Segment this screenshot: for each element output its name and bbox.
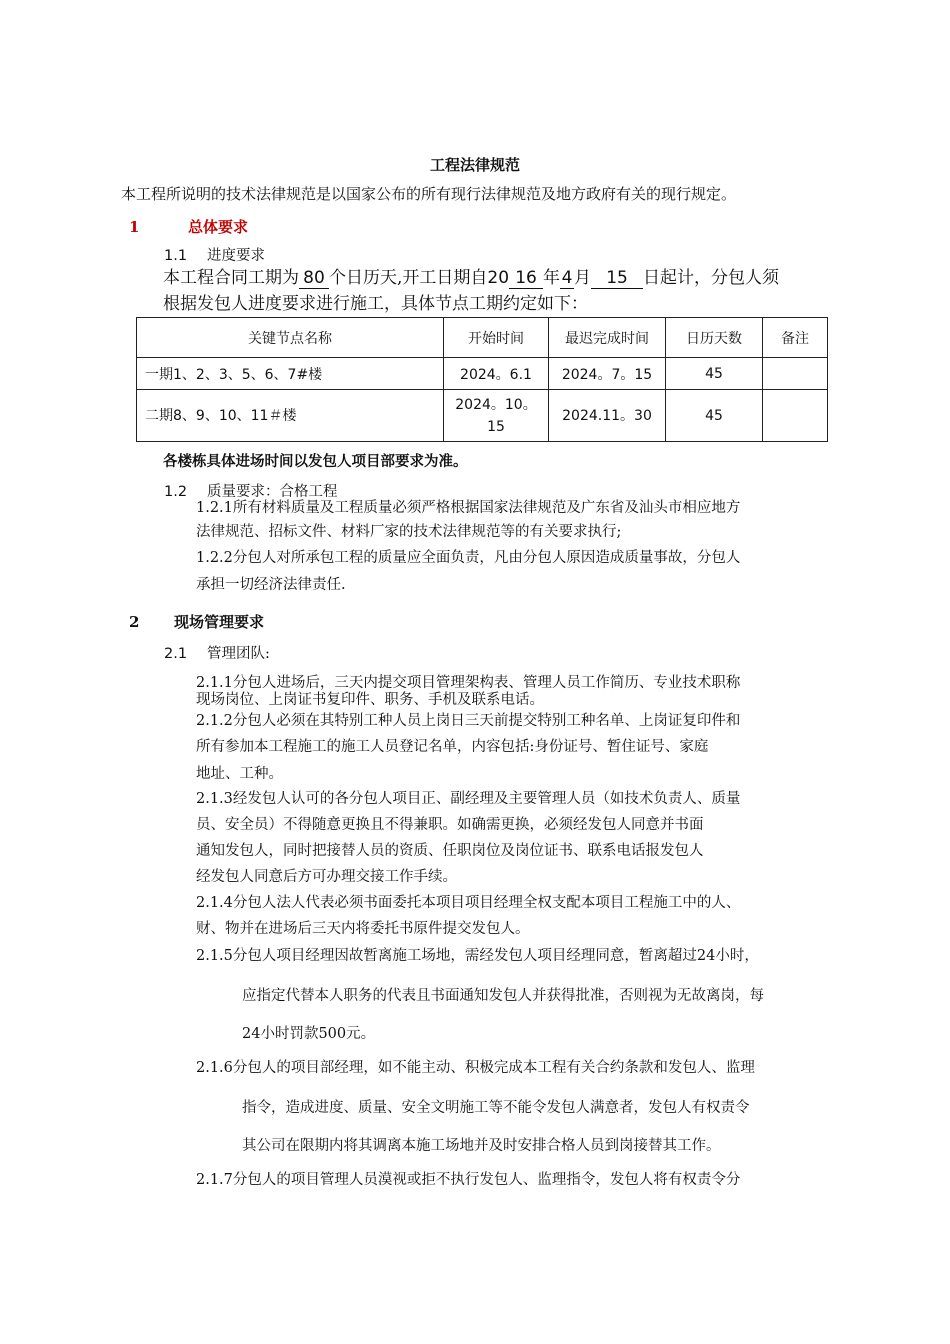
row-calendar-days: 45 <box>666 358 763 390</box>
section-2-1-number: 2.1 <box>164 646 188 662</box>
clause-2-1-6-line-3: 其公司在限期内将其调离本施工场地并及时安排合格人员到岗接替其工作。 <box>242 1138 721 1154</box>
schedule-text-5: 日起计，分包人须 <box>643 268 780 288</box>
milestone-table <box>136 317 828 442</box>
section-1-2-number: 1.2 <box>164 484 188 500</box>
row-latest-finish: 2024。7。15 <box>549 358 666 390</box>
row-remarks <box>763 390 828 442</box>
section-2-number: 2 <box>129 613 140 631</box>
schedule-text-4: 月 <box>574 268 592 288</box>
row-calendar-days: 45 <box>666 390 763 442</box>
clause-1-2-1-line-2: 法律规范、招标文件、材料厂家的技术法律规范等的有关要求执行; <box>196 524 622 540</box>
start-day: 15 <box>591 268 643 289</box>
doc-title: 工程法律规范 <box>429 156 520 174</box>
table-note: 各楼栋具体进场时间以发包人项目部要求为准。 <box>163 453 468 470</box>
row-remarks <box>763 358 828 390</box>
clause-2-1-7-line-1: 2.1.7分包人的项目管理人员漠视或拒不执行发包人、监理指令，发包人将有权责令分 <box>196 1172 741 1188</box>
row-start-time-line-1: 2024。10。 <box>455 396 537 413</box>
section-1-1-title: 进度要求 <box>207 248 265 264</box>
section-1-number: 1 <box>129 218 140 236</box>
table-row <box>137 358 828 390</box>
header-remarks: 备注 <box>763 318 828 358</box>
clause-2-1-5-line-3: 24小时罚款500元。 <box>242 1026 376 1042</box>
row-latest-finish: 2024.11。30 <box>549 390 666 442</box>
intro-text: 本工程所说明的技术法律规范是以国家公布的所有现行法律规范及地方政府有关的现行规定。 <box>121 185 737 203</box>
clause-2-1-5-line-1: 2.1.5分包人项目经理因故暂离施工场地，需经发包人项目经理同意，暂离超过24小时， <box>196 948 759 964</box>
row-node-name: 二期8、9、10、11＃楼 <box>137 390 444 442</box>
header-latest-finish: 最迟完成时间 <box>549 318 666 358</box>
clause-2-1-3-line-1: 2.1.3经发包人认可的各分包人项目正、副经理及主要管理人员（如技术负责人、质量 <box>196 791 741 807</box>
header-start-time: 开始时间 <box>444 318 549 358</box>
row-start-time <box>444 390 549 442</box>
schedule-text-2: 个日历天,开工日期自 <box>329 268 488 288</box>
section-1-1-number: 1.1 <box>164 248 188 264</box>
table-row <box>137 390 828 442</box>
schedule-line-1 <box>163 268 779 289</box>
row-start-time-line-2: 15 <box>487 418 505 435</box>
row-node-name: 一期1、2、3、5、6、7#楼 <box>137 358 444 390</box>
clause-2-1-3-line-2: 员、安全员）不得随意更换且不得兼职。如确需更换，必须经发包人同意并书面 <box>196 817 704 833</box>
contract-days: 80 <box>299 268 329 289</box>
clause-2-1-6-line-1: 2.1.6分包人的项目部经理，如不能主动、积极完成本工程有关合约条款和发包人、监理 <box>196 1060 755 1076</box>
clause-2-1-3-line-4: 经发包人同意后方可办理交接工作手续。 <box>196 869 457 885</box>
clause-1-2-1-line-1: 1.2.1所有材料质量及工程质量必须严格根据国家法律规范及广东省及汕头市相应地方 <box>196 500 741 516</box>
section-1-2-title: 质量要求：合格工程 <box>207 484 338 500</box>
schedule-text-1: 本工程合同工期为 <box>163 268 299 288</box>
schedule-line-2: 根据发包人进度要求进行施工，具体节点工期约定如下： <box>163 294 588 314</box>
clause-1-2-2-line-2: 承担一切经济法律责任. <box>196 577 346 593</box>
section-2-title: 现场管理要求 <box>174 613 265 631</box>
start-year-prefix: 20 <box>487 268 510 288</box>
clause-2-1-2-line-1: 2.1.2分包人必须在其特别工种人员上岗日三天前提交特别工种名单、上岗证复印件和 <box>196 713 741 729</box>
table-header-row <box>137 318 828 358</box>
clause-2-1-4-line-1: 2.1.4分包人法人代表必须书面委托本项目项目经理全权支配本项目工程施工中的人、 <box>196 895 741 911</box>
header-calendar-days: 日历天数 <box>666 318 763 358</box>
clause-2-1-3-line-3: 通知发包人，同时把接替人员的资质、任职岗位及岗位证书、联系电话报发包人 <box>196 843 704 859</box>
section-1-title: 总体要求 <box>188 218 249 236</box>
start-month: 4 <box>561 268 573 288</box>
clause-2-1-5-line-2: 应指定代替本人职务的代表且书面通知发包人并获得批准，否则视为无故离岗，每 <box>242 988 764 1004</box>
clause-2-1-6-line-2: 指令，造成进度、质量、安全文明施工等不能令发包人满意者，发包人有权责令 <box>242 1100 750 1116</box>
section-2-1-title: 管理团队: <box>207 646 270 662</box>
clause-2-1-2-line-3: 地址、工种。 <box>196 766 283 782</box>
clause-2-1-2-line-2: 所有参加本工程施工的施工人员登记名单，内容包括:身份证号、暂住证号、家庭 <box>196 739 709 755</box>
clause-2-1-4-line-2: 财、物并在进场后三天内将委托书原件提交发包人。 <box>196 921 530 937</box>
clause-2-1-1-line-2: 现场岗位、上岗证书复印件、职务、手机及联系电话。 <box>196 692 544 708</box>
row-start-time: 2024。6.1 <box>444 358 549 390</box>
header-node-name: 关键节点名称 <box>137 318 444 358</box>
start-year-suffix: 16 <box>509 268 543 289</box>
schedule-text-3: 年 <box>543 268 561 288</box>
clause-1-2-2-line-1: 1.2.2分包人对所承包工程的质量应全面负责，凡由分包人原因造成质量事故，分包人 <box>196 550 741 566</box>
clause-2-1-1-line-1: 2.1.1分包人进场后，三天内提交项目管理架构表、管理人员工作简历、专业技术职称 <box>196 675 741 691</box>
